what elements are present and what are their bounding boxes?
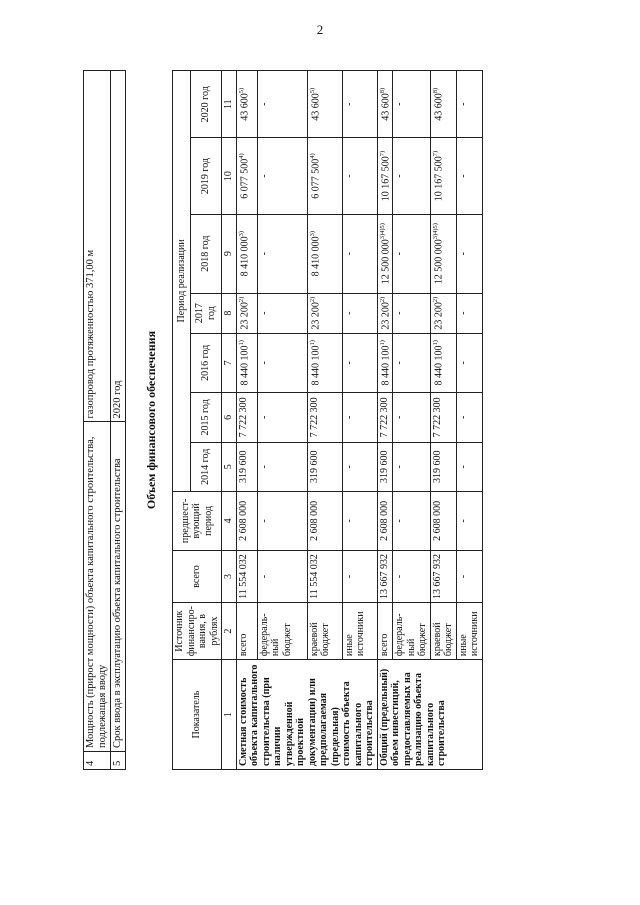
value-text: - [394, 102, 406, 106]
value-cell [456, 333, 482, 392]
footnote-mark: 2) [431, 296, 439, 303]
value-cell [257, 214, 307, 293]
header-year: 2014 год [190, 442, 221, 491]
column-number: 7 [222, 333, 237, 392]
value-text: - [457, 361, 469, 365]
column-number: 3 [222, 551, 237, 603]
value-text: - [394, 311, 406, 315]
source-cell: всего [377, 603, 393, 660]
value-cell [430, 293, 456, 333]
value-text: - [258, 252, 270, 256]
header-total: всего [173, 551, 222, 603]
value-text: - [394, 465, 406, 469]
value-cell [430, 71, 456, 138]
value-cell [377, 71, 393, 138]
value-cell [456, 442, 482, 491]
table-row [377, 71, 393, 770]
value-text: 13 667 932 [378, 554, 390, 600]
column-number: 11 [222, 71, 237, 138]
value-cell [307, 71, 342, 138]
table-row [236, 71, 257, 770]
footnote-mark: 1) [237, 340, 245, 346]
value-text: 6 077 500 [310, 158, 322, 199]
value-cell [307, 491, 342, 550]
value-text: 319 600 [237, 450, 249, 484]
value-text: 8 410 000 [238, 236, 250, 277]
value-cell [342, 138, 377, 214]
value-cell [307, 333, 342, 392]
value-cell [257, 333, 307, 392]
summary-row [84, 71, 111, 770]
value-cell [393, 333, 431, 392]
header-source: Источник финансиро-вания, в рублях [173, 603, 222, 660]
value-cell [342, 71, 377, 138]
value-text: 2 608 000 [431, 500, 443, 541]
value-cell [307, 551, 342, 603]
value-text: 319 600 [378, 450, 390, 484]
value-cell [257, 71, 307, 138]
value-text: - [394, 415, 406, 420]
value-cell [393, 392, 431, 442]
value-text: - [258, 574, 270, 579]
summary-table [83, 70, 126, 770]
value-cell [236, 333, 257, 392]
summary-label: Срок ввода в эксплуатацию объекта капитального строительства [111, 422, 126, 752]
value-text: - [343, 361, 355, 365]
value-cell [430, 551, 456, 603]
value-cell [257, 392, 307, 442]
value-cell [430, 138, 456, 214]
value-text: 23 200 [379, 302, 391, 330]
value-cell [236, 71, 257, 138]
value-cell [456, 214, 482, 293]
footnote-mark: 3)4)5) [431, 223, 439, 240]
value-text: 23 200 [310, 302, 322, 330]
value-cell [307, 392, 342, 442]
value-cell [377, 551, 393, 603]
value-cell [393, 138, 431, 214]
value-text: 8 410 000 [310, 236, 322, 277]
value-text: - [457, 102, 469, 106]
value-cell [456, 138, 482, 214]
footnote-mark: 2) [378, 296, 386, 303]
value-cell [393, 293, 431, 333]
value-text: 23 200 [433, 302, 445, 330]
value-text: 2 608 000 [237, 500, 249, 541]
value-text: 7 722 300 [237, 397, 249, 438]
value-cell [236, 551, 257, 603]
value-text: - [343, 574, 355, 579]
value-text: 10 167 500 [433, 156, 445, 202]
value-text: 7 722 300 [378, 397, 390, 438]
value-text: - [343, 519, 355, 523]
footnote-mark: 2) [237, 296, 245, 303]
footnote-mark: 3) [237, 230, 245, 237]
value-text: 12 500 000 [379, 239, 391, 285]
summary-num: 5 [111, 752, 126, 770]
page-number: 2 [316, 22, 324, 37]
value-text: 8 440 100 [238, 345, 250, 386]
footnote-mark: 5) [237, 87, 245, 94]
value-cell [377, 442, 393, 491]
footnote-mark: 7) [431, 150, 439, 157]
value-cell [236, 138, 257, 214]
footnote-mark: 5) [308, 87, 316, 94]
value-text: - [457, 252, 469, 256]
header-indicator: Показатель [173, 660, 222, 770]
column-number: 1 [222, 660, 237, 770]
value-text: 2 608 000 [308, 500, 320, 541]
value-text: 319 600 [308, 450, 320, 484]
value-cell [257, 138, 307, 214]
header-year: 2015 год [190, 392, 221, 442]
footnote-mark: 8) [431, 87, 439, 94]
indicator-cell: Общий (предельный) объем инвестиций, предоставляемых на реализацию объекта капитального строительства [377, 660, 482, 770]
value-text: 43 600 [379, 93, 391, 121]
value-text: - [394, 174, 406, 178]
value-cell [377, 293, 393, 333]
value-text: - [258, 519, 270, 523]
value-cell [377, 333, 393, 392]
header-year: 2020 год [190, 71, 221, 138]
value-text: - [394, 574, 406, 579]
value-cell [307, 138, 342, 214]
header-year: 2017 год [190, 293, 221, 333]
footnote-mark: 4) [308, 153, 316, 159]
value-cell [236, 491, 257, 550]
value-cell [257, 442, 307, 491]
header-year: 2019 год [190, 138, 221, 214]
value-text: 8 440 100 [433, 345, 445, 386]
column-number: 8 [222, 293, 237, 333]
value-cell [430, 333, 456, 392]
value-cell [393, 442, 431, 491]
column-number: 6 [222, 392, 237, 442]
value-text: - [457, 174, 469, 178]
value-text: 7 722 300 [308, 397, 320, 438]
source-cell: краевой бюджет [430, 603, 456, 660]
value-text: - [457, 465, 469, 469]
value-cell [456, 293, 482, 333]
value-cell [236, 392, 257, 442]
value-text: - [343, 102, 355, 106]
header-previous: предшест-вующий период [173, 491, 222, 550]
value-text: 8 440 100 [379, 345, 391, 386]
value-cell [307, 442, 342, 491]
value-cell [342, 392, 377, 442]
value-cell [307, 214, 342, 293]
footnote-mark: 4) [237, 153, 245, 159]
value-text: 43 600 [238, 93, 250, 121]
value-cell [430, 442, 456, 491]
column-number: 2 [222, 603, 237, 660]
column-number: 10 [222, 138, 237, 214]
value-text: - [394, 252, 406, 256]
value-cell [377, 138, 393, 214]
value-text: - [457, 574, 469, 579]
value-cell [342, 293, 377, 333]
value-text: - [343, 174, 355, 178]
source-cell: иные источники [342, 603, 377, 660]
financing-title: Объем финансового обеспечения [144, 330, 158, 510]
value-cell [456, 392, 482, 442]
value-text: 12 500 000 [433, 239, 445, 285]
value-cell [430, 491, 456, 550]
value-text: - [258, 174, 270, 178]
value-cell [393, 214, 431, 293]
value-text: 8 440 100 [310, 345, 322, 386]
value-cell [342, 333, 377, 392]
source-cell: краевой бюджет [307, 603, 342, 660]
value-text: 319 600 [431, 450, 443, 484]
value-text: 11 554 032 [237, 554, 249, 599]
value-text: 7 722 300 [431, 397, 443, 438]
value-text: 10 167 500 [379, 156, 391, 202]
source-cell: всего [236, 603, 257, 660]
column-number: 4 [222, 491, 237, 550]
value-cell [342, 551, 377, 603]
financing-table [172, 70, 483, 770]
footnote-mark: 7) [378, 150, 386, 157]
value-cell [236, 214, 257, 293]
summary-value: газопровод протяженностью 371,00 м [84, 71, 111, 423]
value-cell [377, 214, 393, 293]
summary-label: Мощность (прирост мощности) объекта капитального строительства, подлежащая вводу [84, 422, 111, 752]
value-cell [257, 293, 307, 333]
value-text: 2 608 000 [378, 500, 390, 541]
summary-value: 2020 год [111, 71, 126, 423]
value-cell [257, 551, 307, 603]
summary-num: 4 [84, 752, 111, 770]
footnote-mark: 1) [308, 340, 316, 346]
value-cell [342, 214, 377, 293]
value-text: 43 600 [310, 93, 322, 121]
value-text: - [343, 465, 355, 469]
source-cell: иные источники [456, 603, 482, 660]
value-text: - [457, 415, 469, 420]
value-cell [430, 214, 456, 293]
value-text: - [457, 519, 469, 523]
header-year: 2018 год [190, 214, 221, 293]
value-cell [236, 293, 257, 333]
value-cell [430, 392, 456, 442]
indicator-cell: Сметная стоимость объекта капитального строительства (при наличии утвержденной проектной документации) или предполагаемая (предельная) стоимость объекта капитального строительства [236, 660, 377, 770]
source-cell: федераль-ный бюджет [257, 603, 307, 660]
value-text: - [258, 311, 270, 315]
value-cell [342, 491, 377, 550]
value-text: 43 600 [433, 93, 445, 121]
value-text: - [258, 465, 270, 469]
footnote-mark: 3) [308, 230, 316, 237]
value-cell [307, 293, 342, 333]
footnote-mark: 8) [378, 87, 386, 94]
header-period: Период реализации [173, 71, 191, 492]
source-cell: федераль-ный бюджет [393, 603, 431, 660]
summary-row [111, 71, 126, 770]
value-cell [456, 71, 482, 138]
value-text: - [457, 311, 469, 315]
column-number: 5 [222, 442, 237, 491]
value-cell [377, 392, 393, 442]
value-text: 6 077 500 [238, 158, 250, 199]
value-text: 11 554 032 [308, 554, 320, 599]
value-text: - [258, 361, 270, 365]
header-year: 2016 год [190, 333, 221, 392]
footnote-mark: 1) [378, 340, 386, 346]
value-cell [236, 442, 257, 491]
value-text: - [394, 361, 406, 365]
value-text: 13 667 932 [431, 554, 443, 600]
value-text: - [258, 415, 270, 420]
footnote-mark: 2) [308, 296, 316, 303]
value-cell [456, 491, 482, 550]
value-text: - [343, 311, 355, 315]
value-text: - [343, 252, 355, 256]
value-text: 23 200 [238, 302, 250, 330]
value-cell [377, 491, 393, 550]
value-text: - [394, 519, 406, 523]
value-cell [342, 442, 377, 491]
value-cell [393, 491, 431, 550]
value-cell [257, 491, 307, 550]
value-cell [393, 71, 431, 138]
value-text: - [343, 415, 355, 420]
footnote-mark: 1) [431, 340, 439, 346]
column-number: 9 [222, 214, 237, 293]
value-cell [456, 551, 482, 603]
value-cell [393, 551, 431, 603]
footnote-mark: 3)4)5) [378, 223, 386, 240]
value-text: - [258, 102, 270, 106]
